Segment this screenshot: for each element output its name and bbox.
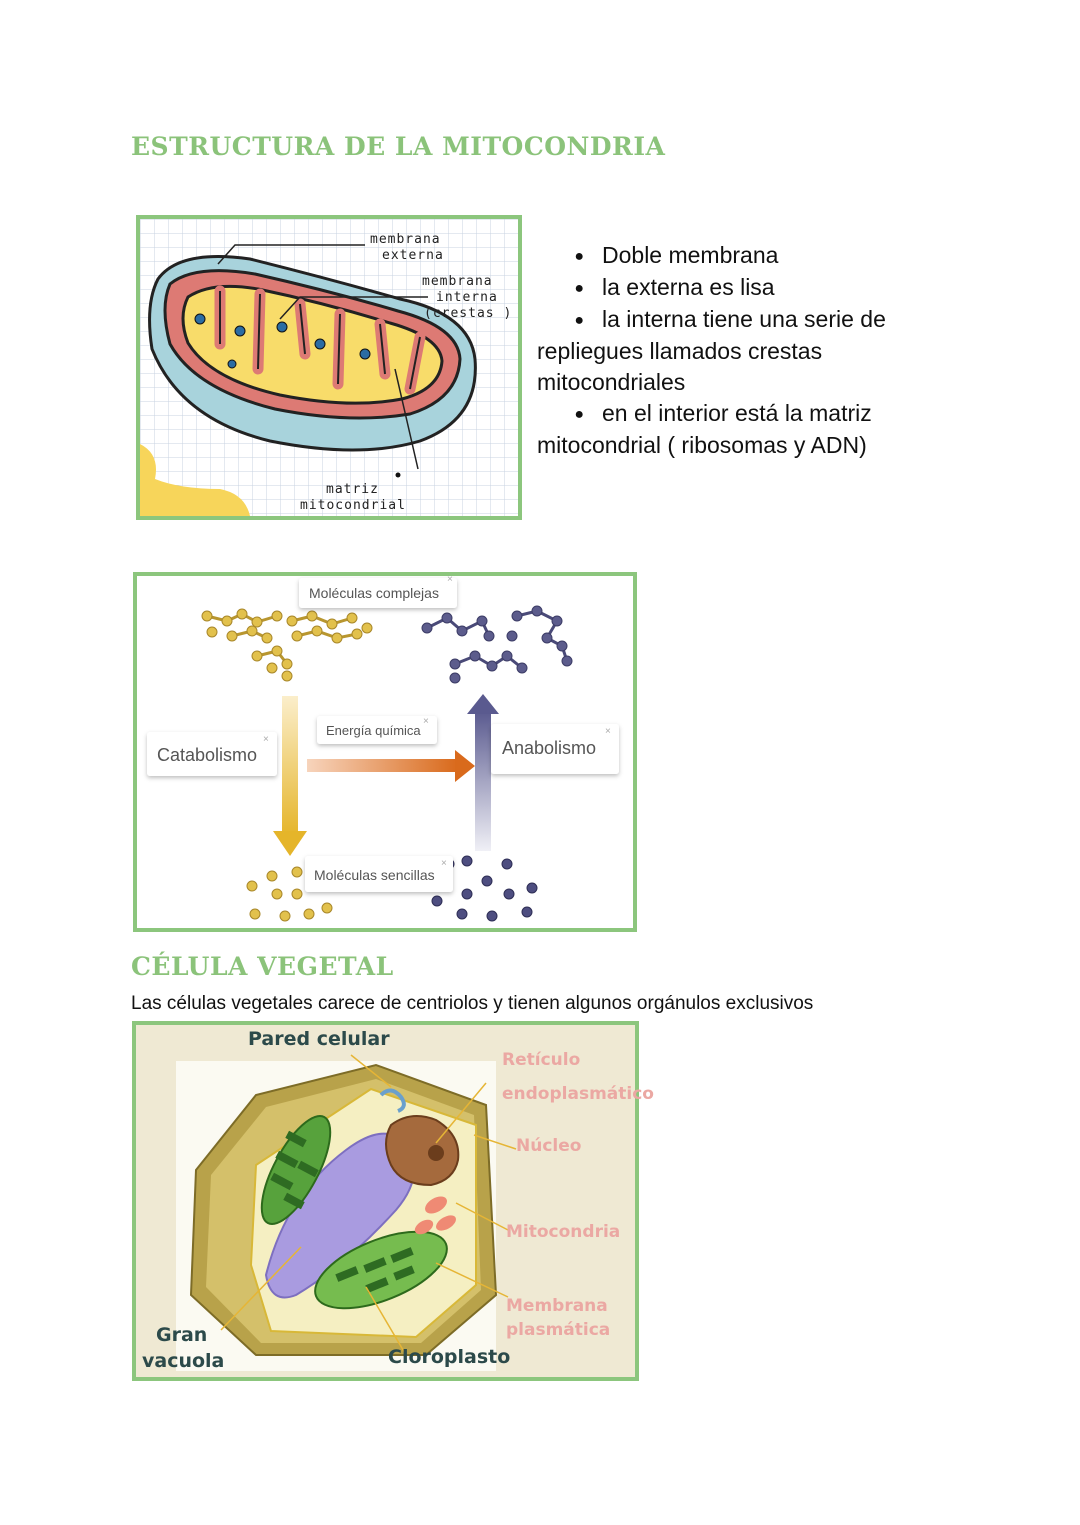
label-mitochondria: Mitocondria xyxy=(506,1222,621,1242)
catabolism-arrow xyxy=(282,696,298,836)
plant-cell-illustration xyxy=(136,1025,654,1377)
mitochondria-illustration xyxy=(140,219,518,516)
label-plasma-membrane-1: Membrana xyxy=(506,1296,608,1316)
label-er-1: Retículo xyxy=(502,1050,581,1070)
metabolism-diagram xyxy=(133,572,637,932)
anabolism-arrow xyxy=(475,711,491,851)
bullet-item: ● en el interior está la matriz xyxy=(574,400,872,426)
label-inner-membrane-1: membrana xyxy=(422,274,493,289)
bullet-item: ● la interna tiene una serie de xyxy=(574,306,886,332)
label-cell-wall: Pared celular xyxy=(248,1028,390,1050)
close-icon[interactable]: × xyxy=(605,726,611,737)
label-nucleus: Núcleo xyxy=(516,1136,582,1156)
label-er-2: endoplasmático xyxy=(502,1084,654,1104)
energy-arrow xyxy=(307,759,457,772)
close-icon[interactable]: × xyxy=(423,716,429,727)
label-chloroplast: Cloroplasto xyxy=(388,1346,511,1368)
mitochondria-diagram xyxy=(136,215,522,520)
bullet-item: ● Doble membrana xyxy=(574,242,779,268)
label-matrix-1: matriz xyxy=(326,482,379,497)
bullet-continuation: mitocondriales xyxy=(537,369,686,395)
label-catabolism: Catabolismo xyxy=(157,745,258,765)
metabolism-illustration xyxy=(137,576,633,928)
section-title-mitochondria: ESTRUCTURA DE LA MITOCONDRIA xyxy=(131,132,666,161)
label-outer-membrane-1: membrana xyxy=(370,232,441,247)
mitochondria-bullet-list xyxy=(537,240,937,461)
label-inner-membrane-3: (crestas ) xyxy=(424,306,513,321)
label-outer-membrane-2: externa xyxy=(382,248,444,263)
label-vacuole-1: Gran xyxy=(156,1324,208,1346)
close-icon[interactable]: × xyxy=(263,734,269,745)
bullet-continuation: mitocondrial ( ribosomas y ADN) xyxy=(537,432,867,458)
section-title-plant-cell: CÉLULA VEGETAL xyxy=(131,952,394,981)
label-matrix-2: mitocondrial xyxy=(300,498,406,513)
label-vacuole-2: vacuola xyxy=(142,1350,225,1372)
label-chemical-energy: Energía química xyxy=(326,723,421,738)
plant-cell-intro: Las células vegetales carece de centriolos y tienen algunos orgánulos exclusivos xyxy=(131,993,814,1014)
label-simple-molecules: Moléculas sencillas xyxy=(314,867,435,883)
close-icon[interactable]: × xyxy=(441,858,447,869)
bullet-continuation: repliegues llamados crestas xyxy=(537,338,823,364)
close-icon[interactable]: × xyxy=(447,574,453,585)
label-complex-molecules: Moléculas complejas xyxy=(309,585,439,601)
label-inner-membrane-2: interna xyxy=(436,290,498,305)
plant-cell-diagram xyxy=(132,1021,654,1381)
label-plasma-membrane-2: plasmática xyxy=(506,1320,611,1340)
bullet-item: ● la externa es lisa xyxy=(574,274,775,300)
label-anabolism: Anabolismo xyxy=(502,738,597,758)
